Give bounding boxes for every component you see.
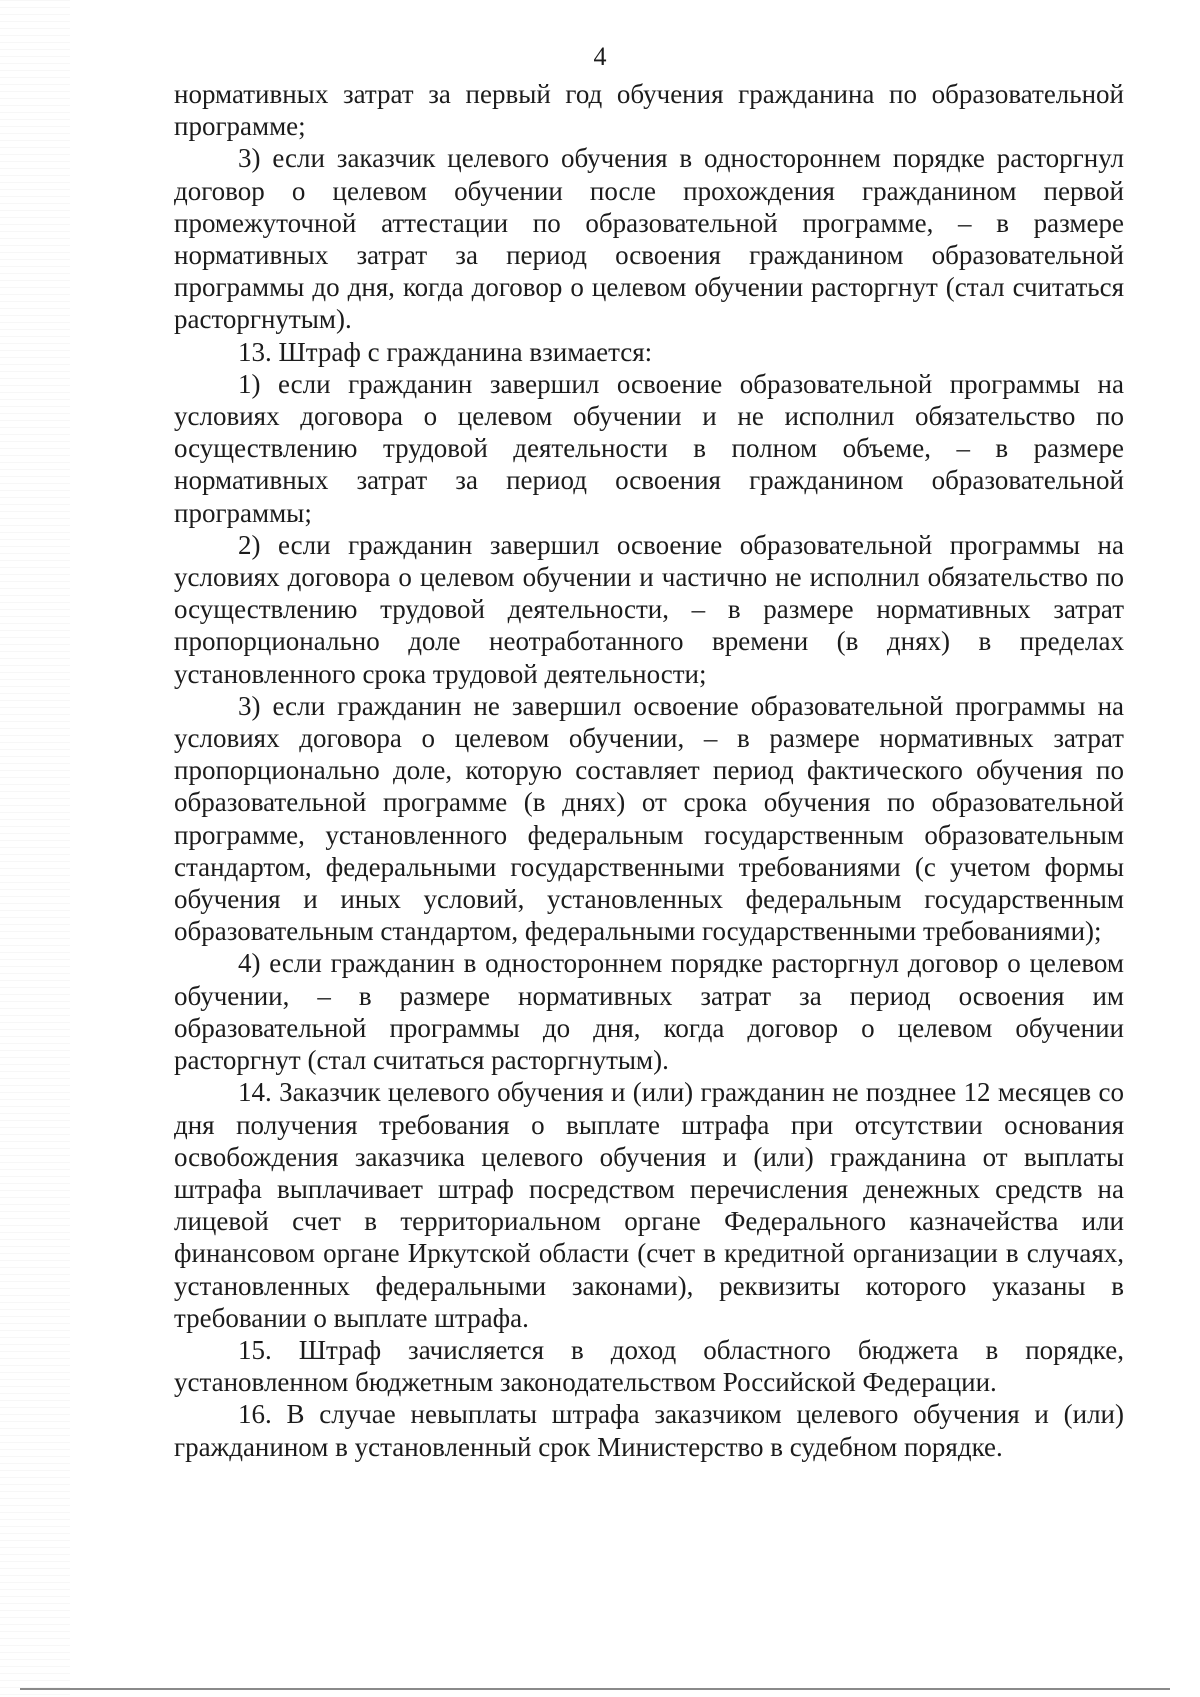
scan-edge-artifact	[0, 0, 70, 1697]
paragraph-item-13-3: 3) если гражданин не завершил освоение образовательной программы на условиях договора о целевом обучении, – в размере нормативных затрат пропорционально доле, которую составляет период фактического обучения по образовательной программе (в днях) от срока обучения по образовательной программе, установленного федеральным государственным образовательным стандартом, федеральными государственными требованиями (с учетом формы обучения и иных условий, установленных федеральным государственным образовательным стандартом, федеральными государственными требованиями);	[174, 690, 1124, 947]
scan-bottom-edge	[20, 1688, 1170, 1690]
paragraph-16: 16. В случае невыплаты штрафа заказчиком целевого обучения и (или) гражданином в установленный срок Министерство в судебном порядке.	[174, 1399, 1124, 1462]
paragraph-item-13-4: 4) если гражданин в одностороннем порядке расторгнул договор о целевом обучении, – в размере нормативных затрат за период освоения им образовательной программы до дня, когда договор о целевом обучении расторгнут (стал считаться расторгнутым).	[174, 948, 1124, 1076]
paragraph-14: 14. Заказчик целевого обучения и (или) гражданин не позднее 12 месяцев со дня получения требования о выплате штрафа при отсутствии основания освобождения заказчика целевого обучения и (или) гражданина от выплаты штрафа выплачивает штраф посредством перечисления денежных средств на лицевой счет в территориальном органе Федерального казначейства или финансовом органе Иркутской области (счет в кредитной организации в случаях, установленных федеральными законами), реквизиты которого указаны в требовании о выплате штрафа.	[174, 1077, 1124, 1333]
paragraph-item-13-2: 2) если гражданин завершил освоение образовательной программы на условиях договора о целевом обучении и частично не исполнил обязательство по осуществлению трудовой деятельности, – в размере нормативных затрат пропорционально доле неотработанного времени (в днях) в пределах установленного срока трудовой деятельности;	[174, 529, 1124, 689]
paragraph-item-12-3: 3) если заказчик целевого обучения в одностороннем порядке расторгнул договор о целевом обучении после прохождения гражданином первой промежуточной аттестации по образовательной программе, – в размере нормативных затрат за период освоения гражданином образовательной программы до дня, когда договор о целевом обучении расторгнут (стал считаться расторгнутым).	[174, 143, 1124, 335]
paragraph-15: 15. Штраф зачисляется в доход областного бюджета в порядке, установленном бюджетным законодательством Российской Федерации.	[174, 1334, 1124, 1398]
document-body	[174, 78, 1124, 1463]
paragraph-continuation: нормативных затрат за первый год обучения гражданина по образовательной программе;	[174, 79, 1124, 142]
paragraph-item-13-1: 1) если гражданин завершил освоение образовательной программы на условиях договора о целевом обучении и не исполнил обязательство по осуществлению трудовой деятельности в полном объеме, – в размере нормативных затрат за период освоения гражданином образовательной программы;	[174, 368, 1124, 528]
paragraph-13-heading: 13. Штраф с гражданина взимается:	[238, 336, 653, 367]
page-number: 4	[593, 42, 607, 71]
